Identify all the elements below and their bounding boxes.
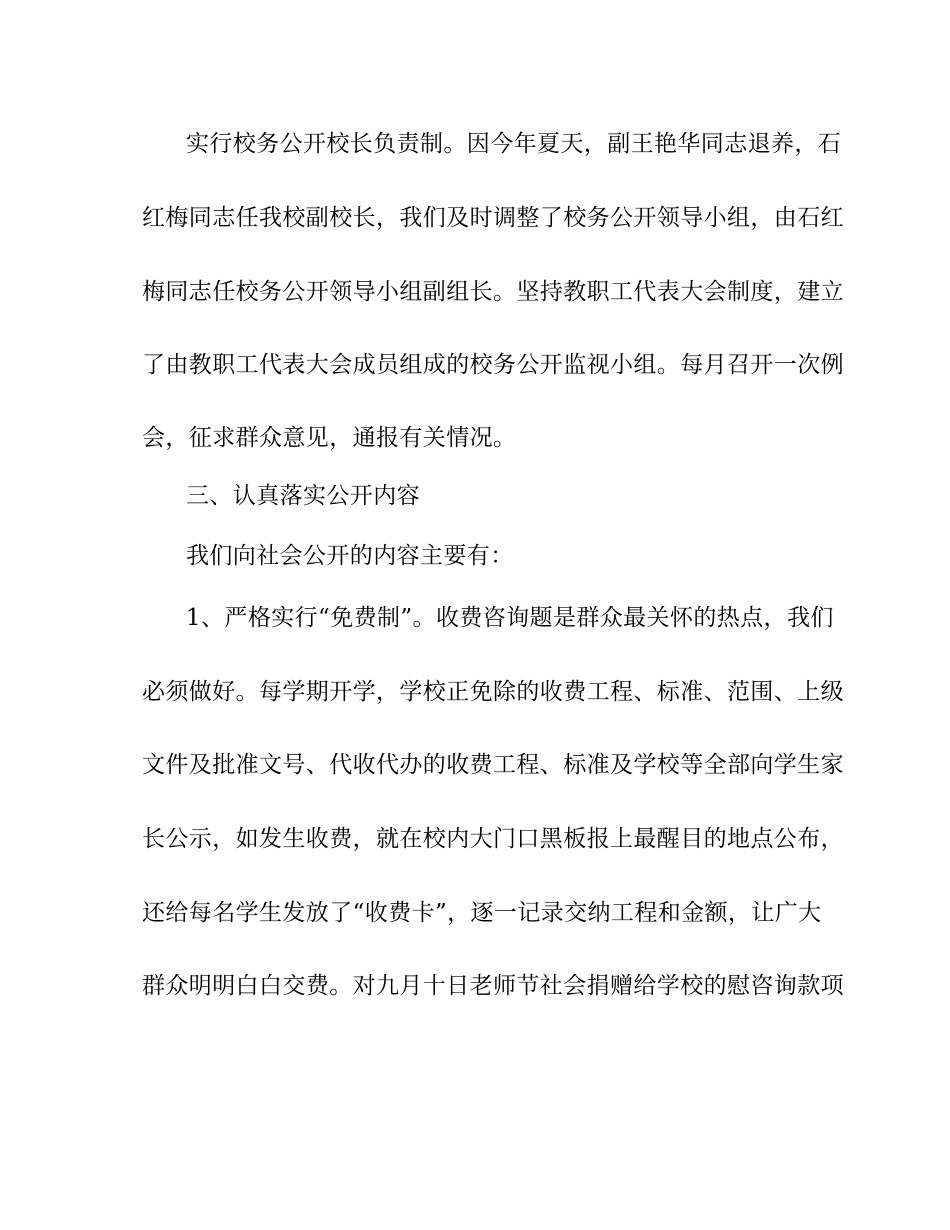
paragraph-line: 实行校务公开校长负责制。因今年夏天，副王艳华同志退养，石 xyxy=(186,131,842,157)
paragraph-line: 文件及批准文号、代收代办的收费工程、标准及学校等全部向学生家 xyxy=(142,752,844,778)
paragraph-line: 我们向社会公开的内容主要有： xyxy=(186,543,514,569)
paragraph-line: 长公示，如发生收费，就在校内大门口黑板报上最醒目的地点公布， xyxy=(142,826,844,852)
paragraph-line: 还给每名学生发放了“收费卡”，逐一记录交纳工程和金额，让广大 xyxy=(142,900,822,926)
paragraph-line: 群众明明白白交费。对九月十日老师节社会捐赠给学校的慰咨询款项 xyxy=(142,973,844,999)
paragraph-line: 梅同志任校务公开领导小组副组长。坚持教职工代表大会制度，建立 xyxy=(142,279,844,305)
section-heading: 三、认真落实公开内容 xyxy=(186,483,420,509)
paragraph-line: 1、严格实行“免费制”。收费咨询题是群众最关怀的热点，我们 xyxy=(186,605,834,631)
paragraph-line: 了由教职工代表大会成员组成的校务公开监视小组。每月召开一次例 xyxy=(142,352,844,378)
paragraph-line: 红梅同志任我校副校长，我们及时调整了校务公开领导小组，由石红 xyxy=(142,205,844,231)
paragraph-line: 必须做好。每学期开学，学校正免除的收费工程、标准、范围、上级 xyxy=(142,679,844,705)
paragraph-line: 会，征求群众意见，通报有关情况。 xyxy=(142,425,517,451)
